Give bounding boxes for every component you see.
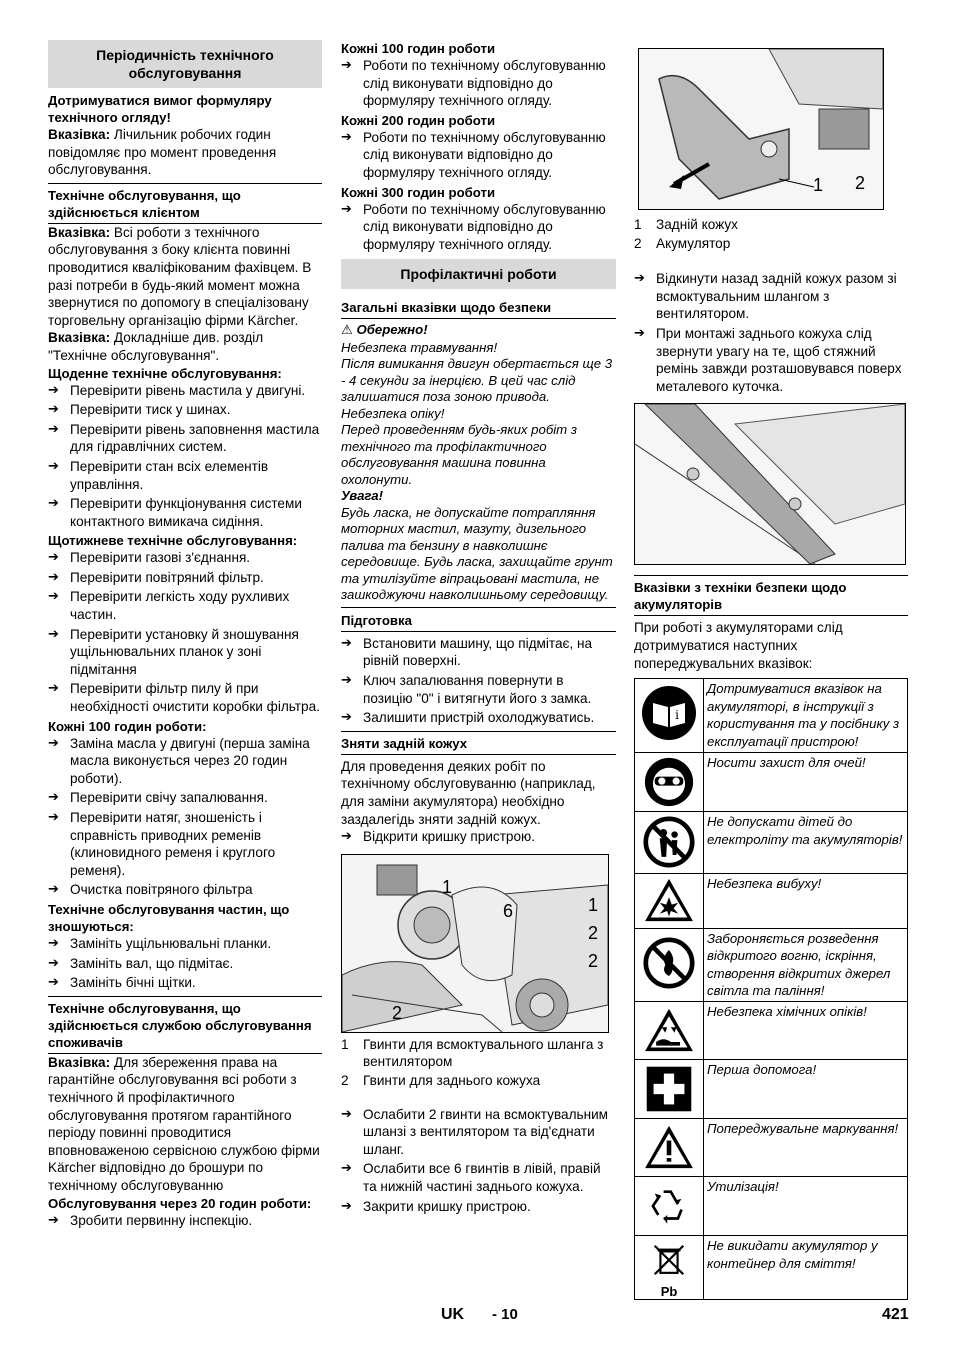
note-counter xyxy=(48,126,322,179)
list-item: ➔ Ключ запалювання повернути в позицію "0" і витягнути його з замка. xyxy=(341,672,616,707)
list-item: ➔ Перевірити натяг, зношеність і справність приводних ременів (клиновидного ременя і круглого ременя). xyxy=(48,809,322,879)
figure-callout: 2 xyxy=(588,950,599,971)
table-row xyxy=(635,752,908,812)
heading-general-safety: Загальні вказівки щодо безпеки xyxy=(341,299,616,319)
table-row xyxy=(635,812,908,874)
list-item: ➔ Замініть бічні щітки. xyxy=(48,974,322,992)
list-every-100h xyxy=(341,57,616,110)
heading-every-200h: Кожні 200 годин роботи xyxy=(341,112,496,128)
cover-steps xyxy=(634,270,908,395)
observe-form-heading: Дотримуватися вимог формуляру технічного огляду! xyxy=(48,93,272,125)
attention-heading: Увага! xyxy=(341,488,383,504)
symbol-text: Перша допомога! xyxy=(704,1060,908,1119)
heading-customer-service: Технічне обслуговування, що здійснюється службою обслуговування споживачів xyxy=(48,996,322,1054)
caption-row xyxy=(341,1036,616,1071)
caption-text: Гвинти для всмоктувального шланга з вентилятором xyxy=(363,1036,604,1070)
no-trash-bin-icon xyxy=(649,1240,689,1280)
recycling-icon xyxy=(644,1181,694,1231)
symbol-cell xyxy=(635,928,704,1001)
list-item: ➔ Перевірити легкість ходу рухливих частин. xyxy=(48,588,322,623)
symbol-text: Небезпека хімічних опіків! xyxy=(704,1002,908,1060)
list-item: ➔ Перевірити рівень заповнення мастила для гідравлічних систем. xyxy=(48,421,322,456)
battery-symbols-table xyxy=(634,678,908,1300)
list-item: ➔ Встановити машину, що підмітає, на рівній поверхні. xyxy=(341,635,616,670)
svg-text:i: i xyxy=(675,708,679,723)
symbol-cell xyxy=(635,1060,704,1119)
list-item: ➔ При монтажі заднього кожуха слід звернути увагу на те, щоб стяжний ремінь завжди розташовувався поверх металевого куточка. xyxy=(634,325,908,395)
list-item: ➔ Замініть ущільнювальні планки. xyxy=(48,935,322,953)
figure-engine-compartment xyxy=(341,854,609,1033)
list-item: ➔ Відкинути назад задній кожух разом зі всмоктувальним шлангом з вентилятором. xyxy=(634,270,908,323)
list-item: ➔ Залишити пристрій охолоджуватись. xyxy=(341,709,616,727)
symbol-text: Носити захист для очей! xyxy=(704,752,908,812)
list-item: ➔ Перевірити фільтр пилу й при необхідності очистити коробки фільтра. xyxy=(48,680,322,715)
list-item: ➔ Ослабити все 6 гвинтів в лівій, правій та нижній частині заднього кожуха. xyxy=(341,1160,616,1195)
list-every-200h xyxy=(341,129,616,182)
caption-number: 2 xyxy=(634,235,642,251)
note-label: Вказівка: xyxy=(48,1054,111,1070)
engine-compartment-illustration xyxy=(342,855,608,1032)
heading-20h: Обслуговування через 20 годин роботи: xyxy=(48,1195,312,1211)
symbol-cell xyxy=(635,1236,704,1300)
list-item: ➔ Перевірити свічу запалювання. xyxy=(48,789,322,807)
figure-callout: 2 xyxy=(588,922,599,943)
footer-language: UK xyxy=(441,1306,465,1323)
list-item: ➔ Заміна масла у двигуні (перша заміна масла виконується через 20 годин роботи). xyxy=(48,735,322,788)
daily-list xyxy=(48,382,322,531)
heading-daily: Щоденне технічне обслуговування: xyxy=(48,365,282,381)
list-item: ➔ Роботи по технічному обслуговуванню слід виконувати відповідно до формуляру технічного огляду. xyxy=(341,57,616,110)
list-item: ➔ Відкрити кришку пристрою. xyxy=(341,828,616,846)
weekly-list xyxy=(48,549,322,715)
table-row xyxy=(635,1176,908,1236)
heading-every-300h: Кожні 300 годин роботи xyxy=(341,184,496,200)
list-item: ➔ Перевірити тиск у шинах. xyxy=(48,401,322,419)
figure-captions xyxy=(341,1036,616,1090)
list-item: ➔ Замініть вал, що підмітає. xyxy=(48,955,322,973)
table-row xyxy=(635,1118,908,1176)
pb-label: Pb xyxy=(660,1283,678,1299)
section-title-maintenance-interval: Періодичність технічного обслуговування xyxy=(48,40,322,88)
list-100h xyxy=(48,735,322,899)
table-row xyxy=(635,1060,908,1119)
symbol-text: Забороняється розведення відкритого вогню, іскріння, створення відкритих джерел світла та паління! xyxy=(704,928,908,1001)
figure-callout: 6 xyxy=(503,900,514,921)
heading-battery-safety: Вказівки з техніки безпеки щодо акумуляторів xyxy=(634,575,908,616)
list-item: ➔ Перевірити установку й зношування ущільнювальних планок у зоні підмітання xyxy=(48,626,322,679)
symbol-text: Попереджувальне маркування! xyxy=(704,1118,908,1176)
goggles-icon xyxy=(644,757,694,807)
manual-icon xyxy=(641,685,697,741)
symbol-text: Утилізація! xyxy=(704,1176,908,1236)
remove-text: Для проведення деяких робіт по технічному обслуговуванню (наприклад, для заміни акумулятора) необхідно заздалегідь зняти задній кожух. xyxy=(341,758,596,827)
table-row xyxy=(635,1236,908,1300)
first-aid-icon xyxy=(645,1065,693,1113)
heading-wear-parts: Технічне обслуговування частин, що зношуються: xyxy=(48,901,290,934)
footer-page-number: - 10 xyxy=(492,1306,518,1323)
caption-text: Акумулятор xyxy=(656,235,731,251)
note-text: Лічильник робочих годин повідомляє про момент проведення обслуговування. xyxy=(48,127,277,178)
figure-captions xyxy=(634,216,908,252)
heading-preparation: Підготовка xyxy=(341,612,616,632)
warning-icon xyxy=(643,1124,695,1170)
figure-callout: 1 xyxy=(813,175,824,195)
corrosive-icon xyxy=(643,1007,695,1053)
column-3 xyxy=(634,40,908,1300)
caption-row xyxy=(634,216,908,234)
list-item: ➔ Перевірити стан всіх елементів управління. xyxy=(48,458,322,493)
symbol-text: Не допускати дітей до електроліту та акумуляторів! xyxy=(704,812,908,874)
figure-strap-bracket xyxy=(634,403,906,565)
note-see-chapter xyxy=(48,329,322,364)
note-label: Вказівка: xyxy=(48,127,111,142)
no-fire-icon xyxy=(643,937,695,989)
note-text: Докладніше див. розділ "Технічне обслуговування". xyxy=(48,330,264,363)
strap-bracket-illustration xyxy=(635,404,905,564)
note-label: Вказівка: xyxy=(48,224,111,240)
rear-cover-illustration xyxy=(639,49,883,209)
attention-text: Будь ласка, не допускайте потрапляння моторних мастил, мазуту, дизельного палива та бензину в навколишнє середовище. Будь ласка, захищайте грунт та утилізуйте віпрацьовані мастила, не зашкоджуючи навколишньому середовищу. xyxy=(341,504,613,603)
caution-block xyxy=(341,322,616,608)
table-row xyxy=(635,874,908,929)
caution-text: Небезпека травмування! Після вимикання двигун обертається ще 3 - 4 секунди за інерцією. В цей час слід залишатися поза зоною привода. Небезпека опіку! Перед проведенням будь-яких робіт з технічного та профілактичного обслуговування машина повинна охолонути. xyxy=(341,339,613,487)
caution-heading xyxy=(341,322,616,340)
list-item: ➔ Роботи по технічному обслуговуванню слід виконувати відповідно до формуляру технічного огляду. xyxy=(341,201,616,254)
caption-number: 1 xyxy=(341,1036,349,1052)
symbol-cell xyxy=(635,874,704,929)
prep-list xyxy=(341,635,616,727)
list-item: ➔ Перевірити повітряний фільтр. xyxy=(48,569,322,587)
heading-remove-rear-cover: Зняти задній кожух xyxy=(341,731,616,755)
note-client xyxy=(48,224,322,330)
list-item: ➔ Зробити первинну інспекцію. xyxy=(48,1212,322,1230)
explosion-icon xyxy=(643,877,695,923)
symbol-cell xyxy=(635,679,704,752)
symbol-text: Не викидати акумулятор у контейнер для сміття! xyxy=(704,1236,908,1300)
figure-callout: 2 xyxy=(392,1002,403,1023)
caption-text: Гвинти для заднього кожуха xyxy=(363,1072,541,1088)
list-20h xyxy=(48,1212,322,1230)
list-every-300h xyxy=(341,201,616,254)
steps-list-2 xyxy=(341,1106,616,1216)
list-item: ➔ Перевірити функціонування системи контактного вимикача сидіння. xyxy=(48,495,322,530)
section-title-preventive-work: Профілактичні роботи xyxy=(341,259,616,289)
warning-triangle-icon: ⚠ xyxy=(341,323,353,339)
list-item: ➔ Ослабити 2 гвинти на всмоктувальним шланзі з вентилятором та від'єднати шланг. xyxy=(341,1106,616,1159)
remove-steps xyxy=(341,828,616,846)
table-row xyxy=(635,679,908,752)
caption-row xyxy=(341,1072,616,1090)
symbol-cell xyxy=(635,1118,704,1176)
heading-client-maintenance: Технічне обслуговування, що здійснюється клієнтом xyxy=(48,183,322,224)
footer-total-page: 421 xyxy=(882,1306,909,1323)
list-item: ➔ Перевірити рівень мастила у двигуні. xyxy=(48,382,322,400)
column-1 xyxy=(48,40,322,1231)
figure-callout: 1 xyxy=(442,876,453,897)
table-row xyxy=(635,1002,908,1060)
symbol-cell xyxy=(635,1002,704,1060)
symbol-cell xyxy=(635,812,704,874)
battery-intro: При роботі з акумуляторами слід дотримуватися наступних попереджувальних вказівок: xyxy=(634,620,843,671)
caption-number: 2 xyxy=(341,1072,349,1088)
list-item: ➔ Роботи по технічному обслуговуванню слід виконувати відповідно до формуляру технічного огляду. xyxy=(341,129,616,182)
symbol-text: Небезпека вибуху! xyxy=(704,874,908,929)
note-text: Для збереження права на гарантійне обслуговування всі роботи з технічного й профілактичного обслуговування протягом гарантійного періоду повинні проводитися вповноваженою сервісною службою фірми Kärcher відповідно до брошури по технічному обслуговуванню xyxy=(48,1054,320,1193)
caption-number: 1 xyxy=(634,217,642,232)
note-warranty xyxy=(48,1054,322,1195)
list-item: ➔ Перевірити газові з'єднання. xyxy=(48,549,322,567)
wear-list xyxy=(48,935,322,992)
caption-text: Задній кожух xyxy=(656,217,738,232)
heading-weekly: Щотижневе технічне обслуговування: xyxy=(48,533,298,549)
list-item: ➔ Очистка повітряного фільтра xyxy=(48,881,322,899)
figure-rear-cover xyxy=(638,48,884,210)
caption-row xyxy=(634,235,908,253)
note-text: Всі роботи з технічного обслуговування з боку клієнта повинні проводитися кваліфікованим фахівцем. В разі потреби в будь-який момент можна звернутися по допомогу в спеціалізовану торговельну організацію фірми Kärcher. xyxy=(48,224,312,328)
figure-callout: 1 xyxy=(588,894,599,915)
symbol-cell xyxy=(635,752,704,812)
table-row xyxy=(635,928,908,1001)
symbol-text: Дотримуватися вказівок на акумуляторі, в інструкції з користування та у посібнику з експлуатації пристрою! xyxy=(704,679,908,752)
no-children-icon xyxy=(643,816,695,868)
list-item: ➔ Закрити кришку пристрою. xyxy=(341,1198,616,1216)
note-label: Вказівка: xyxy=(48,330,111,346)
figure-callout: 2 xyxy=(855,173,866,193)
symbol-cell xyxy=(635,1176,704,1236)
column-2 xyxy=(341,40,616,1217)
caution-label: Обережно! xyxy=(356,322,428,338)
heading-every-100h: Кожні 100 годин роботи xyxy=(341,41,496,56)
heading-100h: Кожні 100 годин роботи: xyxy=(48,718,207,734)
